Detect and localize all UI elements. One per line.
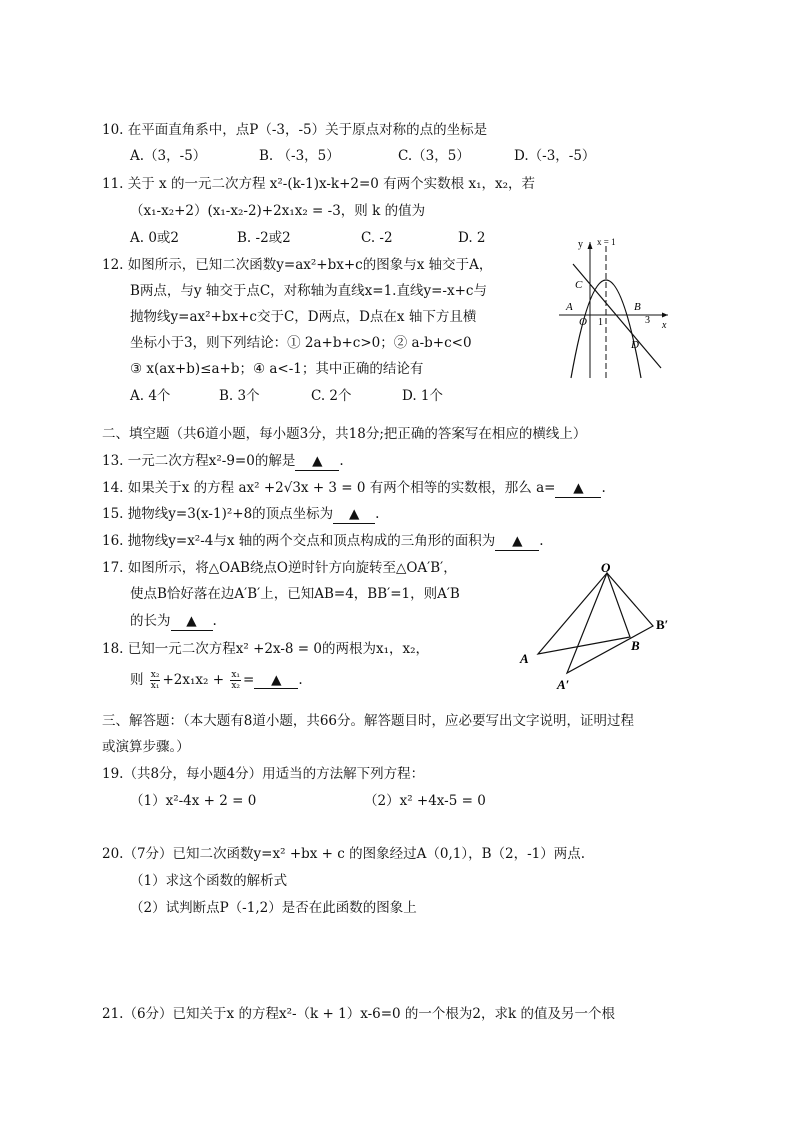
q19-part1: （1）x²-4x + 2 = 0	[130, 793, 257, 809]
q16-text: 16. 抛物线y=x²-4与x 轴的两个交点和顶点构成的三角形的面积为	[102, 533, 496, 549]
q18-end: .	[298, 672, 303, 688]
tick-3-label: 3	[645, 315, 650, 326]
q17-rotation-figure	[515, 558, 675, 693]
point-a-label: A	[520, 651, 529, 666]
q11-option-a: A. 0或2	[130, 230, 180, 246]
q13-blank-mark: ▲	[312, 453, 323, 469]
q11-option-d: D. 2	[458, 230, 486, 246]
section-3-heading-cont: 或演算步骤。）	[102, 739, 190, 755]
q12-option-b: B. 3个	[219, 388, 260, 404]
q13	[102, 452, 344, 471]
tick-1-label: 1	[598, 317, 603, 328]
q13-text: 13. 一元二次方程x²-9=0的解是	[102, 453, 296, 469]
q17-end: .	[212, 613, 217, 629]
symmetry-axis-label: x = 1	[597, 237, 616, 247]
q16-end: .	[539, 533, 544, 549]
q13-end: .	[339, 453, 344, 469]
q18-frac2-den: x₂	[231, 681, 241, 691]
triangle-oab	[538, 573, 630, 654]
q12-line4: 坐标小于3，则下列结论：① 2a+b+c>0；② a-b+c<0	[130, 335, 472, 351]
q18-eq: =	[243, 672, 255, 688]
q19-stem: 19.（共8分，每小题4分）用适当的方法解下列方程：	[102, 766, 425, 782]
x-axis-arrow	[662, 313, 668, 318]
q15-end: .	[375, 506, 380, 522]
section-2-heading: 二、填空题（共6道小题，每小题3分，共18分;把正确的答案写在相应的横线上）	[102, 426, 587, 442]
q17-line3-row	[130, 612, 217, 631]
q11-stem: 11. 关于 x 的一元二次方程 x²-(k-1)x-k+2=0 有两个实数根 x₁，x₂，若	[102, 176, 536, 192]
point-b-label: B	[634, 301, 641, 313]
y-axis-label: y	[578, 239, 583, 250]
q19-part2: （2）x² +4x-5 = 0	[364, 793, 486, 809]
q12-line1: 12. 如图所示，已知二次函数y=ax²+bx+c的图象与x 轴交于A，	[102, 257, 493, 273]
q12-option-c: C. 2个	[311, 388, 352, 404]
q11-option-b: B. -2或2	[237, 230, 291, 246]
q18-fraction-1	[150, 670, 161, 691]
q17-line3: 的长为	[130, 613, 171, 629]
q15-blank[interactable]	[333, 505, 375, 524]
triangle-oa2b2	[567, 573, 653, 673]
y-axis-arrow	[588, 242, 593, 249]
q12-line3: 抛物线y=ax²+bx+c交于C，D两点，D点在x 轴下方且横	[130, 309, 477, 325]
q16-blank[interactable]	[495, 532, 539, 551]
q18-blank[interactable]	[254, 672, 298, 689]
q10-stem: 10. 在平面直角系中，点P（-3，-5）关于原点对称的点的坐标是	[102, 122, 488, 138]
point-o-label: O	[579, 316, 587, 328]
q18-frac1-num: x₂	[150, 670, 160, 680]
q12-option-d: D. 1个	[402, 388, 444, 404]
point-b-prime-label: B′	[656, 617, 669, 632]
q15	[102, 505, 379, 524]
q12-parabola-figure	[548, 232, 678, 380]
q17-line2: 使点B恰好落在边A′B′上，已知AB=4，BB′=1，则A′B	[130, 586, 460, 602]
point-a-label: A	[566, 301, 573, 313]
q10-option-a: A.（3，-5）	[130, 148, 207, 164]
point-c-label: C	[575, 279, 583, 291]
point-a-prime-label: A′	[557, 677, 570, 692]
point-d-label: D	[631, 339, 639, 351]
q17-blank[interactable]	[171, 612, 213, 631]
q13-blank[interactable]	[295, 452, 339, 471]
q12-line5: ③ x(ax+b)≤a+b；④ a<-1；其中正确的结论有	[130, 361, 424, 377]
q10-option-b: B. （-3，5）	[259, 148, 340, 164]
section-3-heading: 三、解答题：（本大题有8道小题，共66分。解答题目时，应必要写出文字说明，证明过程	[102, 713, 635, 729]
q18-fraction-2	[230, 670, 241, 691]
q11-option-c: C. -2	[361, 230, 393, 246]
q18-blank-mark: ▲	[271, 672, 282, 688]
q14-blank[interactable]	[555, 479, 601, 498]
q20-part1: （1）求这个函数的解析式	[130, 873, 288, 889]
q10-option-d: D.（-3，-5）	[514, 148, 596, 164]
q18-frac1-den: x₁	[150, 681, 160, 691]
q14-text: 14. 如果关于x 的方程 ax² +2√3x + 3 = 0 有两个相等的实数根，那么 a=	[102, 480, 556, 496]
q14-blank-mark: ▲	[573, 480, 584, 496]
q11-condition: （x₁-x₂+2）(x₁-x₂-2)+2x₁x₂ = -3，则 k 的值为	[130, 203, 426, 219]
q14	[102, 479, 606, 498]
q18-pre: 则	[130, 672, 144, 688]
q20-part2: （2）试判断点P（-1,2）是否在此函数的图象上	[130, 900, 417, 916]
q10-option-c: C.（3，5）	[398, 148, 470, 164]
q17-line1: 17. 如图所示，将△OAB绕点O逆时针方向旋转至△OA′B′，	[102, 560, 457, 576]
q16-blank-mark: ▲	[512, 533, 523, 549]
q15-blank-mark: ▲	[348, 506, 360, 522]
q20-stem: 20.（7分）已知二次函数y=x² +bx + c 的图象经过A（0,1），B（2，-1）两点.	[102, 846, 586, 862]
q15-text: 15. 抛物线y=3(x-1)²+8的顶点坐标为	[102, 506, 334, 522]
point-o-label: O	[601, 560, 611, 575]
x-axis-label: x	[662, 320, 667, 331]
point-b-label: B	[631, 638, 640, 653]
q12-option-a: A. 4个	[130, 388, 171, 404]
q18-frac2-num: x₁	[231, 670, 241, 680]
q18-line1: 18. 已知一元二次方程x² +2x-8 = 0的两根为x₁，x₂，	[102, 641, 430, 657]
q17-blank-mark: ▲	[186, 613, 197, 629]
q12-line2: B两点，与y 轴交于点C，对称轴为直线x=1.直线y=-x+c与	[130, 283, 487, 299]
q14-end: .	[601, 480, 606, 496]
q21-stem: 21.（6分）已知关于x 的方程x²-（k + 1）x-6=0 的一个根为2，求k 的值及另一个根	[102, 1006, 615, 1022]
q16	[102, 532, 544, 551]
q18-line2	[130, 670, 303, 691]
q18-mid: +2x₁x₂ +	[162, 672, 225, 688]
